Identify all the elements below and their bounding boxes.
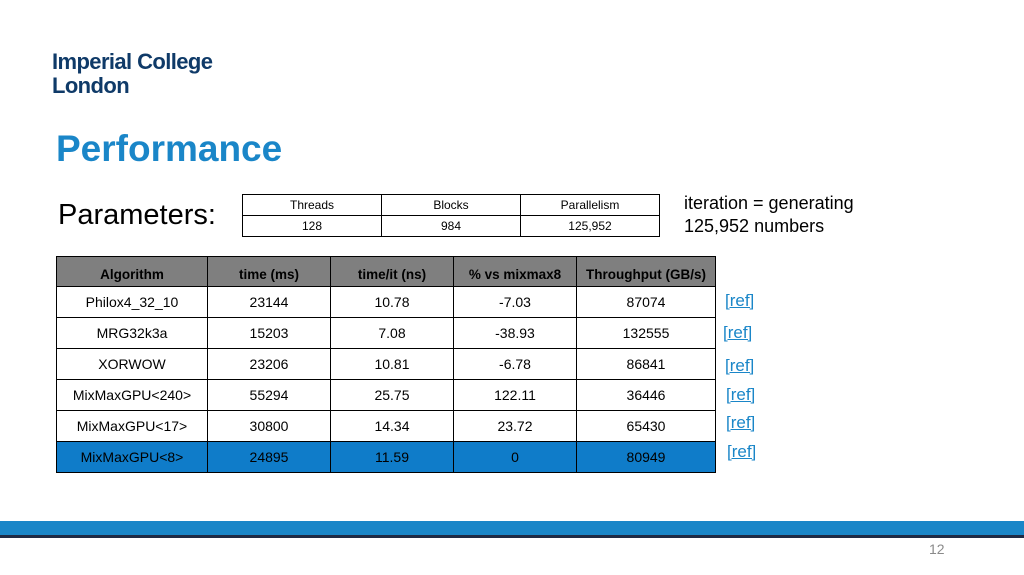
- logo-line-2: London: [52, 73, 130, 98]
- throughput-cell: 87074: [577, 287, 716, 318]
- highlighted-table-row: [57, 442, 716, 473]
- results-header-row: [57, 257, 716, 287]
- ref-link-mixmax17[interactable]: [ref]: [726, 413, 756, 432]
- ref-link-mixmax240[interactable]: [ref]: [726, 385, 756, 404]
- ref-link-philox[interactable]: [ref]: [725, 291, 755, 310]
- parameters-header-row: [243, 195, 660, 216]
- iteration-note: [684, 192, 854, 238]
- parameters-value-row: [243, 216, 660, 237]
- time-per-iteration-cell: 7.08: [331, 318, 454, 349]
- table-row: [57, 380, 716, 411]
- algorithm-cell: MRG32k3a: [57, 318, 208, 349]
- parameters-label: Parameters:: [58, 199, 216, 231]
- ref-link-mixmax8[interactable]: [ref]: [727, 442, 757, 461]
- page-number: 12: [929, 541, 945, 557]
- throughput-header: Throughput (GB/s): [577, 257, 716, 287]
- throughput-cell: 36446: [577, 380, 716, 411]
- blocks-header: Blocks: [382, 195, 521, 216]
- imperial-college-logo: [52, 50, 212, 98]
- ref-link-xorwow[interactable]: [ref]: [725, 356, 755, 375]
- results-table: [56, 256, 716, 473]
- time-ms-cell: 30800: [208, 411, 331, 442]
- percent-vs-mixmax8-cell: 122.11: [454, 380, 577, 411]
- threads-header: Threads: [243, 195, 382, 216]
- algorithm-cell: MixMaxGPU<8>: [57, 442, 208, 473]
- ref-link-mrg32k3a[interactable]: [ref]: [723, 323, 753, 342]
- blocks-value: 984: [382, 216, 521, 237]
- algorithm-cell: MixMaxGPU<17>: [57, 411, 208, 442]
- slide-title: Performance: [56, 128, 283, 169]
- time-ms-cell: 23206: [208, 349, 331, 380]
- throughput-cell: 86841: [577, 349, 716, 380]
- percent-vs-mixmax8-cell: -6.78: [454, 349, 577, 380]
- table-row: [57, 287, 716, 318]
- algorithm-cell: XORWOW: [57, 349, 208, 380]
- algorithm-cell: MixMaxGPU<240>: [57, 380, 208, 411]
- logo-line-1: Imperial College: [52, 49, 213, 74]
- time-per-iteration-cell: 11.59: [331, 442, 454, 473]
- time-ms-cell: 23144: [208, 287, 331, 318]
- time-ms-header: time (ms): [208, 257, 331, 287]
- percent-vs-mixmax8-header: % vs mixmax8: [454, 257, 577, 287]
- time-per-iteration-cell: 10.78: [331, 287, 454, 318]
- algorithm-header: Algorithm: [57, 257, 208, 287]
- time-ms-cell: 55294: [208, 380, 331, 411]
- table-row: [57, 349, 716, 380]
- time-per-iteration-cell: 10.81: [331, 349, 454, 380]
- throughput-cell: 132555: [577, 318, 716, 349]
- time-ms-cell: 15203: [208, 318, 331, 349]
- table-row: [57, 411, 716, 442]
- parameters-table: [242, 194, 660, 237]
- percent-vs-mixmax8-cell: -7.03: [454, 287, 577, 318]
- time-per-iteration-cell: 14.34: [331, 411, 454, 442]
- iteration-note-line-2: 125,952 numbers: [684, 216, 825, 236]
- threads-value: 128: [243, 216, 382, 237]
- algorithm-cell: Philox4_32_10: [57, 287, 208, 318]
- time-per-iteration-cell: 25.75: [331, 380, 454, 411]
- percent-vs-mixmax8-cell: 23.72: [454, 411, 577, 442]
- footer-bar: [0, 521, 1024, 538]
- table-row: [57, 318, 716, 349]
- throughput-cell: 65430: [577, 411, 716, 442]
- percent-vs-mixmax8-cell: 0: [454, 442, 577, 473]
- percent-vs-mixmax8-cell: -38.93: [454, 318, 577, 349]
- time-per-iteration-header: time/it (ns): [331, 257, 454, 287]
- parallelism-header: Parallelism: [521, 195, 660, 216]
- iteration-note-line-1: iteration = generating: [684, 193, 854, 213]
- throughput-cell: 80949: [577, 442, 716, 473]
- parallelism-value: 125,952: [521, 216, 660, 237]
- time-ms-cell: 24895: [208, 442, 331, 473]
